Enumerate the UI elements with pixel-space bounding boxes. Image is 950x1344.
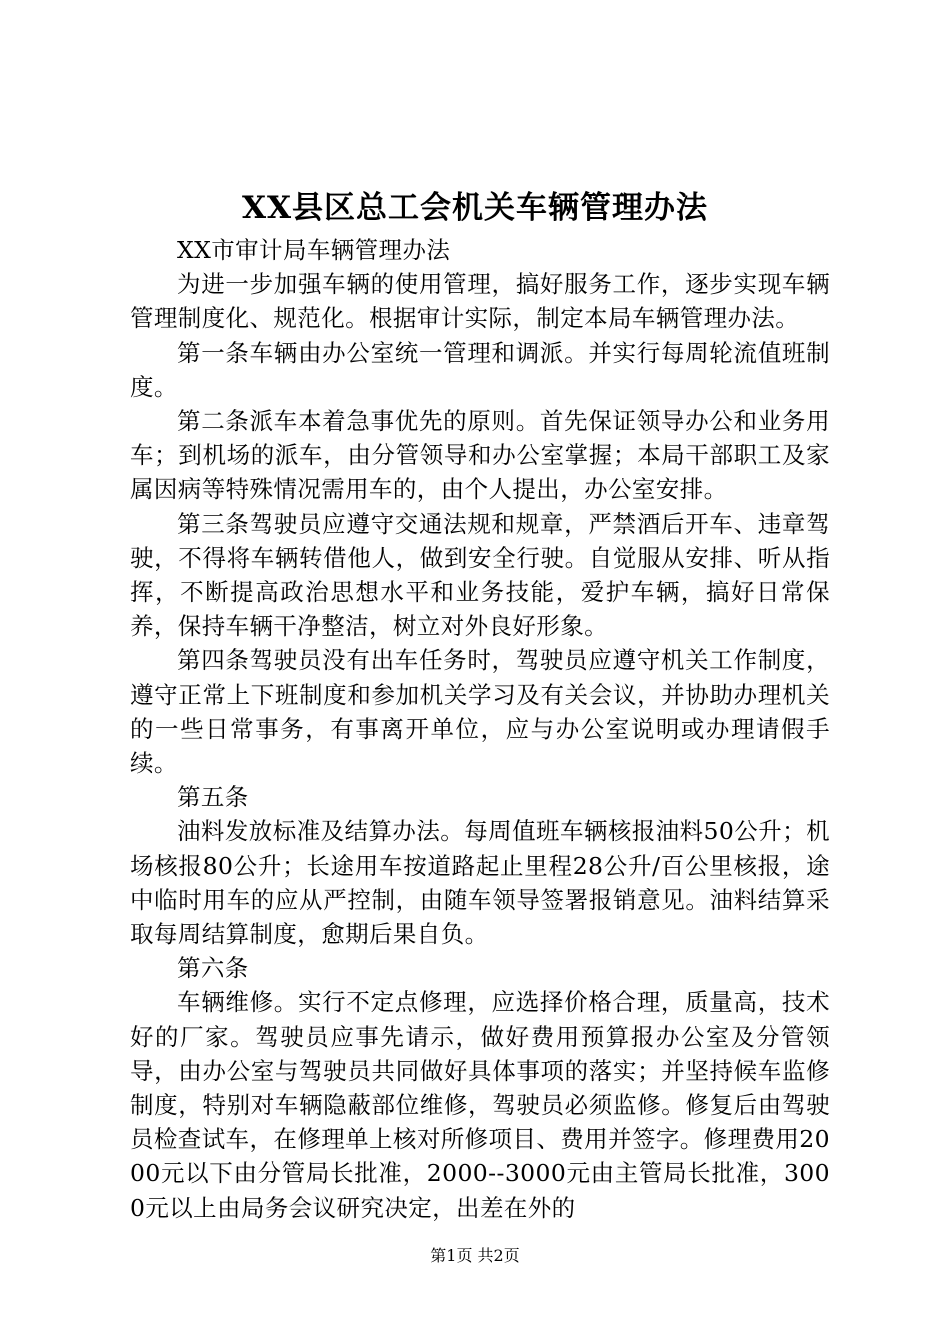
paragraph-article-3: 第三条驾驶员应遵守交通法规和规章，严禁酒后开车、违章驾驶，不得将车辆转借他人，做到安全行驶。自觉服从安排、听从指挥，不断提高政治思想水平和业务技能，爱护车辆，搞好日常保养，保持车辆干净整洁，树立对外良好形象。 (130, 509, 830, 641)
paragraph-article-6-body: 车辆维修。实行不定点修理，应选择价格合理，质量高，技术好的厂家。驾驶员应事先请示，做好费用预算报办公室及分管领导，由办公室与驾驶员共同做好具体事项的落实；并坚持候车监修制度，特别对车辆隐蔽部位维修，驾驶员必须监修。修复后由驾驶员检查试车，在修理单上核对所修项目、费用并签字。修理费用2000元以下由分管局长批准，2000--3000元由主管局长批准，3000元以上由局务会议研究决定，出差在外的 (130, 988, 830, 1222)
paragraph-article-6-heading: 第六条 (177, 954, 249, 983)
paragraph-article-4: 第四条驾驶员没有出车任务时，驾驶员应遵守机关工作制度，遵守正常上下班制度和参加机关学习及有关会议，并协助办理机关的一些日常事务，有事离开单位，应与办公室说明或办理请假手续。 (130, 646, 830, 778)
document-title: XX县区总工会机关车辆管理办法 (241, 190, 709, 226)
paragraph-intro: 为进一步加强车辆的使用管理，搞好服务工作，逐步实现车辆管理制度化、规范化。根据审计实际，制定本局车辆管理办法。 (130, 270, 830, 333)
paragraph-article-5-heading: 第五条 (177, 783, 249, 812)
paragraph-article-2: 第二条派车本着急事优先的原则。首先保证领导办公和业务用车；到机场的派车，由分管领导和办公室掌握；本局干部职工及家属因病等特殊情况需用车的，由个人提出，办公室安排。 (130, 407, 830, 504)
paragraph-article-1: 第一条车辆由办公室统一管理和调派。并实行每周轮流值班制度。 (130, 338, 830, 401)
page-footer: 第1页 共2页 (430, 1246, 520, 1265)
paragraph-article-5-body: 油料发放标准及结算办法。每周值班车辆核报油料50公升；机场核报80公升；长途用车按道路起止里程28公升/百公里核报，途中临时用车的应从严控制，由随车领导签署报销意见。油料结算采取每周结算制度，愈期后果自负。 (130, 817, 830, 949)
paragraph-subtitle: XX市审计局车辆管理办法 (177, 236, 451, 264)
document-body (130, 233, 830, 1225)
